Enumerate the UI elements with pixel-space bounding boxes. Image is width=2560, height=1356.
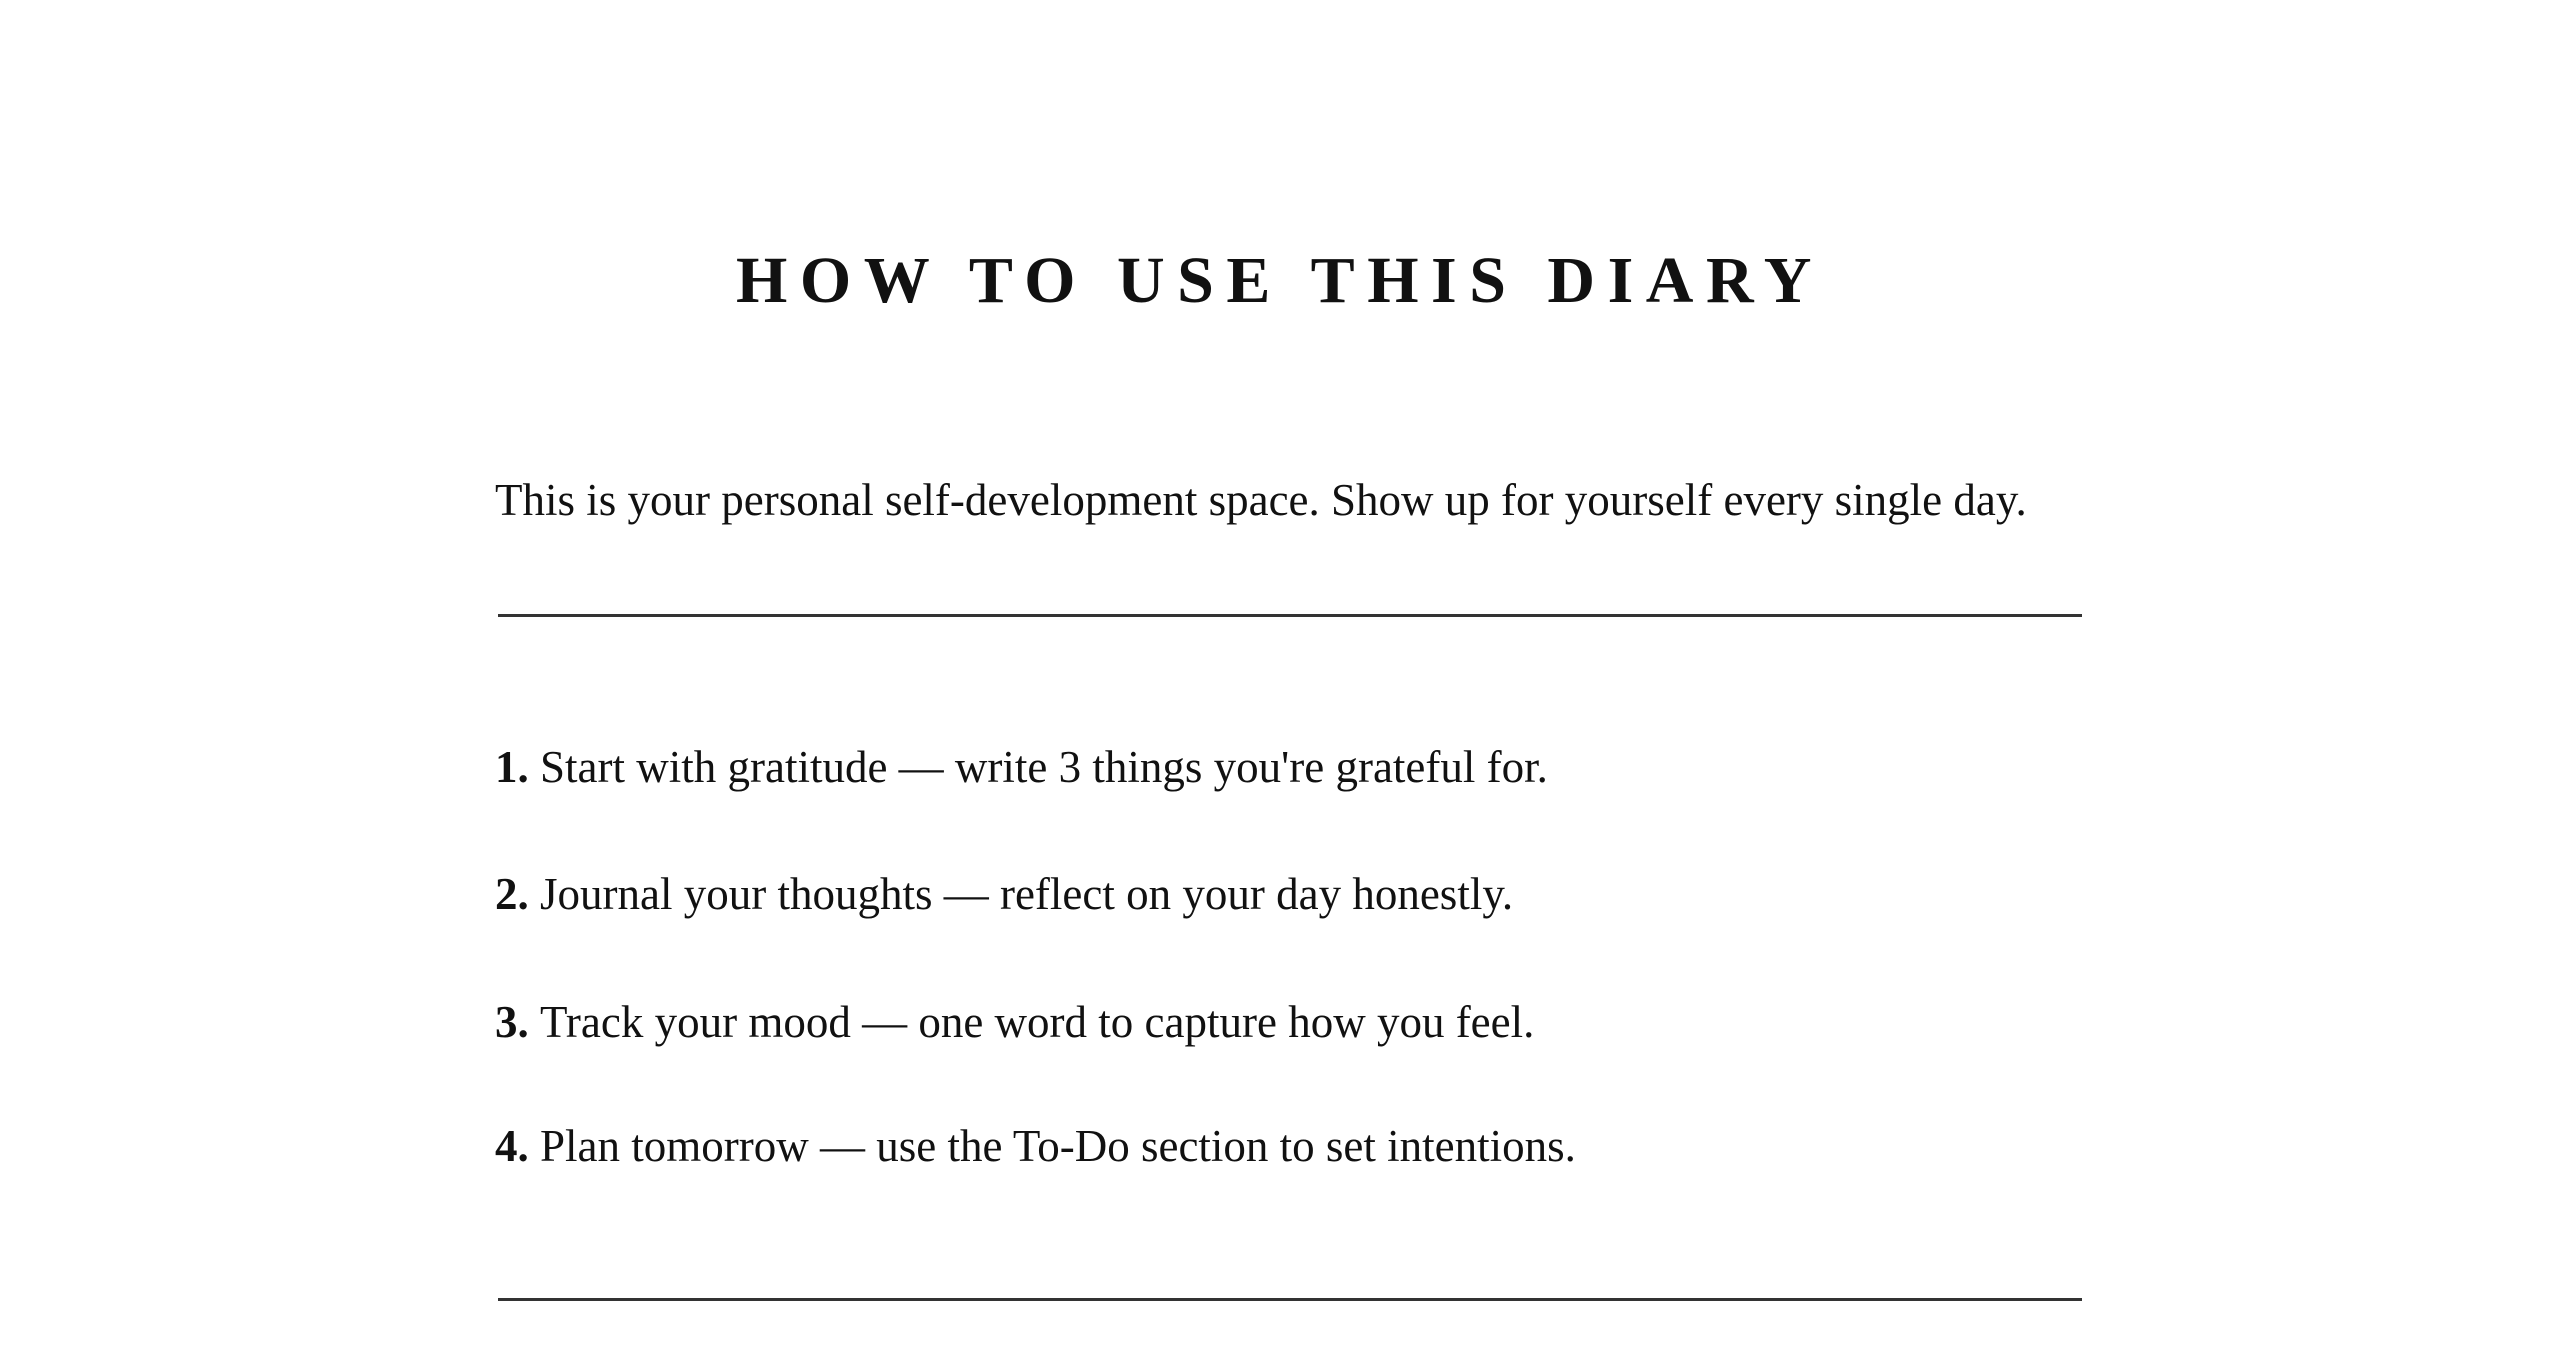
step-number: 2. [495, 869, 540, 919]
step-text: Journal your thoughts — reflect on your day honestly. [540, 869, 1514, 919]
step-text: Track your mood — one word to capture how you feel. [540, 997, 1535, 1047]
step-number: 3. [495, 997, 540, 1047]
step-text: Start with gratitude — write 3 things you're grateful for. [540, 742, 1548, 792]
step-number: 4. [495, 1121, 540, 1171]
list-item [495, 742, 1548, 792]
bottom-divider [498, 1298, 2082, 1301]
step-number: 1. [495, 742, 540, 792]
list-item [495, 1121, 1576, 1171]
top-divider [498, 614, 2082, 617]
intro-text: This is your personal self-development space. Show up for yourself every single day. [495, 475, 2027, 525]
list-item [495, 869, 1514, 919]
list-item [495, 997, 1535, 1047]
page-title: HOW TO USE THIS DIARY [736, 244, 1824, 317]
step-text: Plan tomorrow — use the To-Do section to set intentions. [540, 1121, 1576, 1171]
